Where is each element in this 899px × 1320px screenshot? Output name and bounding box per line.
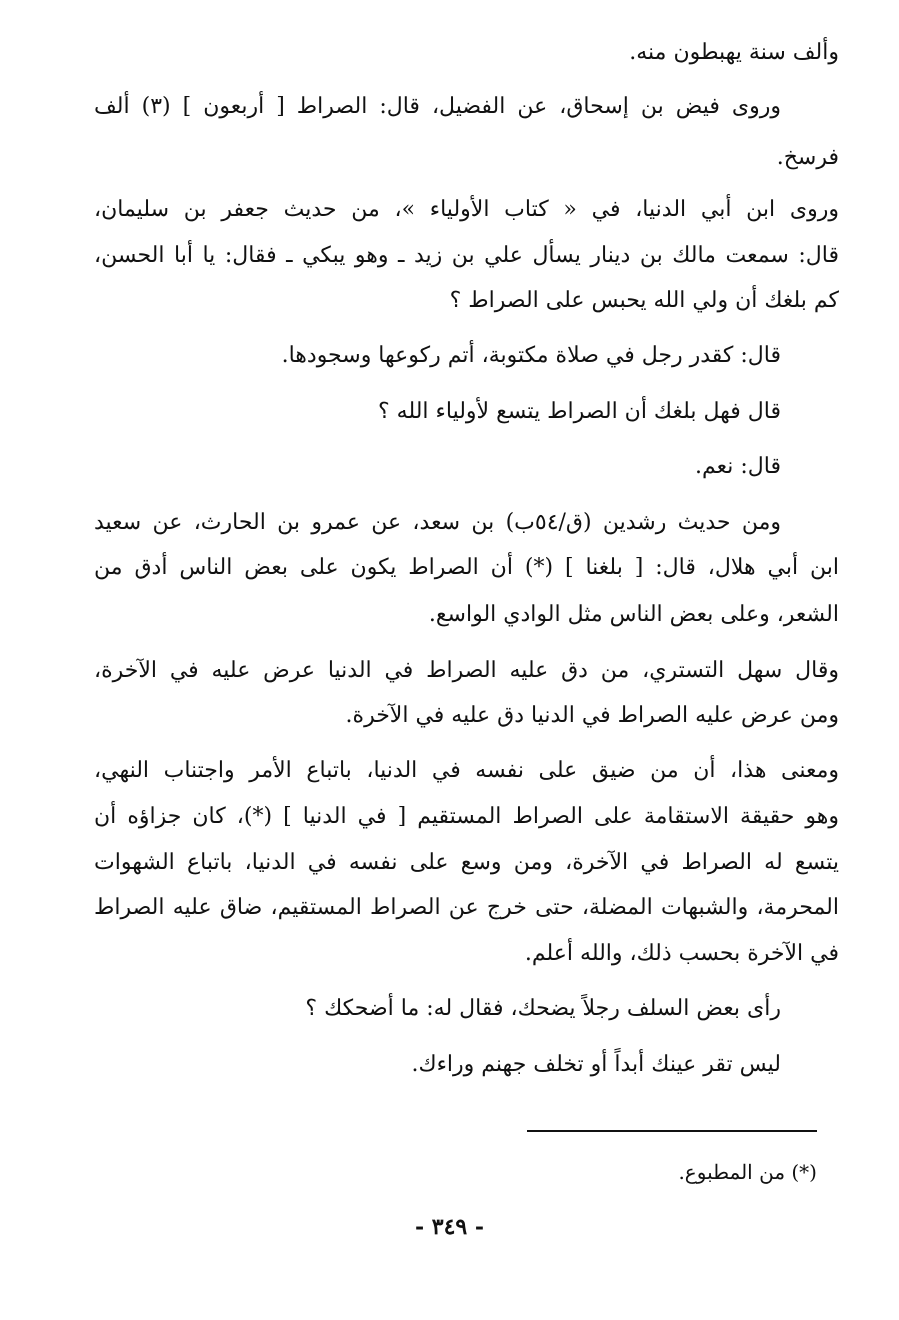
footnote-divider [527,1130,817,1132]
text-line: قال: كقدر رجل في صلاة مكتوبة، أتم ركوعها وسجودها. [281,343,781,368]
text-line: وقال سهل التستري، من دق عليه الصراط في الدنيا عرض عليه في الآخرة، [94,658,839,683]
text-line: ليس تقر عينك أبداً أو تخلف جهنم وراءك. [411,1052,781,1077]
text-line: ومعنى هذا، أن من ضيق على نفسه في الدنيا، باتباع الأمر واجتناب النهي، [94,758,839,783]
text-line: فرسخ. [776,145,839,170]
text-line: كم بلغك أن ولي الله يحبس على الصراط ؟ [449,288,839,313]
text-line: وهو حقيقة الاستقامة على الصراط المستقيم [ في الدنيا ] (*)، كان جزاؤه أن [94,804,839,829]
text-line: وروى ابن أبي الدنيا، في « كتاب الأولياء »، من حديث جعفر بن سليمان، [94,197,839,222]
text-line: يتسع له الصراط في الآخرة، ومن وسع على نفسه في الدنيا، باتباع الشهوات [94,850,839,875]
page-number: - ٣٤٩ - [414,1214,485,1240]
text-line: قال: نعم. [695,454,781,479]
text-line: وألف سنة يهبطون منه. [629,40,839,65]
text-line: قال فهل بلغك أن الصراط يتسع لأولياء الله ؟ [377,399,781,424]
text-line: ابن أبي هلال، قال: [ بلغنا ] (*) أن الصراط يكون على بعض الناس أدق من [94,555,839,580]
text-line: في الآخرة بحسب ذلك، والله أعلم. [524,941,839,966]
text-line: الشعر، وعلى بعض الناس مثل الوادي الواسع. [428,602,839,627]
footnote: (*) من المطبوع. [678,1160,817,1184]
text-line: ومن حديث رشدين (ق/٥٤ب) بن سعد، عن عمرو بن الحارث، عن سعيد [94,510,781,535]
text-line: ومن عرض عليه الصراط في الدنيا دق عليه في الآخرة. [345,703,839,728]
text-line: المحرمة، والشبهات المضلة، حتى خرج عن الصراط المستقيم، ضاق عليه الصراط [94,895,839,920]
text-line: رأى بعض السلف رجلاً يضحك، فقال له: ما أضحكك ؟ [305,996,781,1021]
text-line: وروى فيض بن إسحاق، عن الفضيل، قال: الصراط [ أربعون ] (٣) ألف [94,94,781,119]
text-line: قال: سمعت مالك بن دينار يسأل علي بن زيد ـ وهو يبكي ـ فقال: يا أبا الحسن، [94,243,839,268]
